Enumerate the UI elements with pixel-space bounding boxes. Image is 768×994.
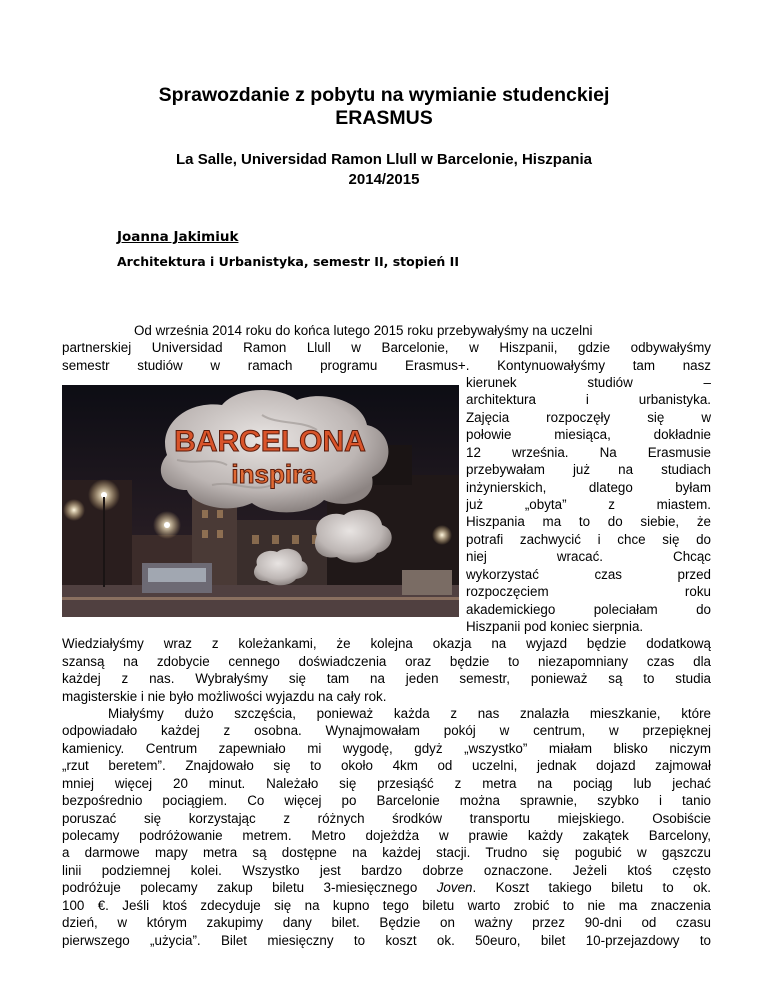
- text-line: 12 września. Na Erasmusie: [466, 445, 711, 460]
- document-title: [0, 84, 768, 130]
- text-line: rozpoczęciem roku: [466, 584, 711, 599]
- text-line: kierunek studiów –: [466, 375, 711, 390]
- text-line: każdej z nas. Wybrałyśmy się tam na jeden semestr, ponieważ są to studia: [62, 671, 711, 686]
- text-line: Wiedziałyśmy wraz z koleżankami, że kolejna okazja na wyjazd będzie dodatkową: [62, 636, 711, 651]
- subtitle-line-1: La Salle, Universidad Ramon Llull w Barcelonie, Hiszpania: [176, 151, 592, 168]
- text-span: . Koszt takiego biletu to ok.: [472, 880, 711, 895]
- text-line: wykorzystać czas przed: [466, 567, 711, 582]
- text-line: a darmowe mapy metra są dostępne na każdej stacji. Trudno się pogubić w gąszczu: [62, 845, 711, 860]
- text-line: poruszać się korzystając z różnych środków transportu miejskiego. Osobiście: [62, 811, 711, 826]
- author-name: Joanna Jakimiuk: [117, 229, 239, 245]
- barcelona-photo: [62, 385, 459, 617]
- text-line: już „obyta” z miastem.: [466, 497, 711, 512]
- text-line: dzień, w którym zakupimy dany bilet. Będzie on ważny przez 90-dni od czasu: [62, 915, 711, 930]
- text-line: niej wracać. Chcąc: [466, 549, 711, 564]
- text-line: połowie miesiąca, dokładnie: [466, 427, 711, 442]
- text-line: odpowiadało każdej z osobna. Wynajmowałam pokój w centrum, w przepięknej: [62, 723, 711, 738]
- sign-text-inspira: inspira: [231, 459, 317, 489]
- text-line: semestr studiów w ramach programu Erasmus+. Kontynuowałyśmy tam nasz: [62, 358, 711, 373]
- text-line: magisterskie i nie było możliwości wyjazdu na cały rok.: [62, 689, 387, 704]
- text-line: architektura i urbanistyka.: [466, 392, 711, 407]
- text-line: szansą na zdobycie cennego doświadczenia oraz będzie to niezapomniany czas dla: [62, 654, 711, 669]
- text-line: Zajęcia rozpoczęły się w: [466, 410, 711, 425]
- text-line: akademickiego poleciałam do: [466, 602, 711, 617]
- text-line: 100 €. Jeśli ktoś zdecyduje się na kupno tego biletu warto zrobić to nie ma znaczenia: [62, 898, 711, 913]
- text-line: przebywałam już na studiach: [466, 462, 711, 477]
- text-line: Hiszpania ma to do siebie, że: [466, 514, 711, 529]
- title-line-2: ERASMUS: [335, 107, 433, 129]
- text-line: inżynierskich, dlatego byłam: [466, 480, 711, 495]
- text-line: kamienicy. Centrum zapewniało mi wygodę, gdyż „wszystko” miałam blisko niczym: [62, 741, 711, 756]
- text-line: potrafi zachwycić i chce się do: [466, 532, 711, 547]
- text-line: partnerskiej Universidad Ramon Llull w Barcelonie, w Hiszpanii, gdzie odbywałyśmy: [62, 340, 711, 355]
- text-line: linii podziemnej kolei. Wszystko jest bardzo dobrze oznaczone. Jeżeli ktoś często: [62, 863, 711, 878]
- document-subtitle: [0, 150, 768, 190]
- text-line: Miałyśmy dużo szczęścia, ponieważ każda z nas znalazła mieszkanie, które: [108, 706, 711, 721]
- text-line: bezpośrednio pociągiem. Co więcej po Barcelonie można sprawnie, szybko i tanio: [62, 793, 711, 808]
- text-line: Od września 2014 roku do końca lutego 2015 roku przebywałyśmy na uczelni: [134, 323, 593, 338]
- sign-text-barcelona: BARCELONA: [174, 425, 366, 458]
- text-span-italic: Joven: [436, 880, 473, 895]
- subtitle-line-2: 2014/2015: [348, 171, 420, 188]
- title-line-1: Sprawozdanie z pobytu na wymianie studenckiej: [158, 84, 610, 106]
- text-line: „rzut beretem”. Znajdowało się to około 4km od uczelni, jednak dojazd zajmował: [62, 758, 711, 773]
- text-line: mniej więcej 20 minut. Należało się przesiąść z metra na pociąg lub jechać: [62, 776, 711, 791]
- text-line: [62, 879, 711, 897]
- text-span: podróżuje polecamy zakup biletu 3-miesięcznego: [62, 880, 437, 895]
- text-line: pierwszego „użycia”. Bilet miesięczny to koszt ok. 50euro, bilet 10-przejazdowy to: [62, 933, 711, 948]
- text-line: Hiszpanii pod koniec sierpnia.: [466, 619, 644, 634]
- author-faculty: Architektura i Urbanistyka, semestr II, stopień II: [117, 254, 459, 269]
- text-line: polecamy podróżowanie metrem. Metro dojeżdża w prawie każdy zakątek Barcelony,: [62, 828, 711, 843]
